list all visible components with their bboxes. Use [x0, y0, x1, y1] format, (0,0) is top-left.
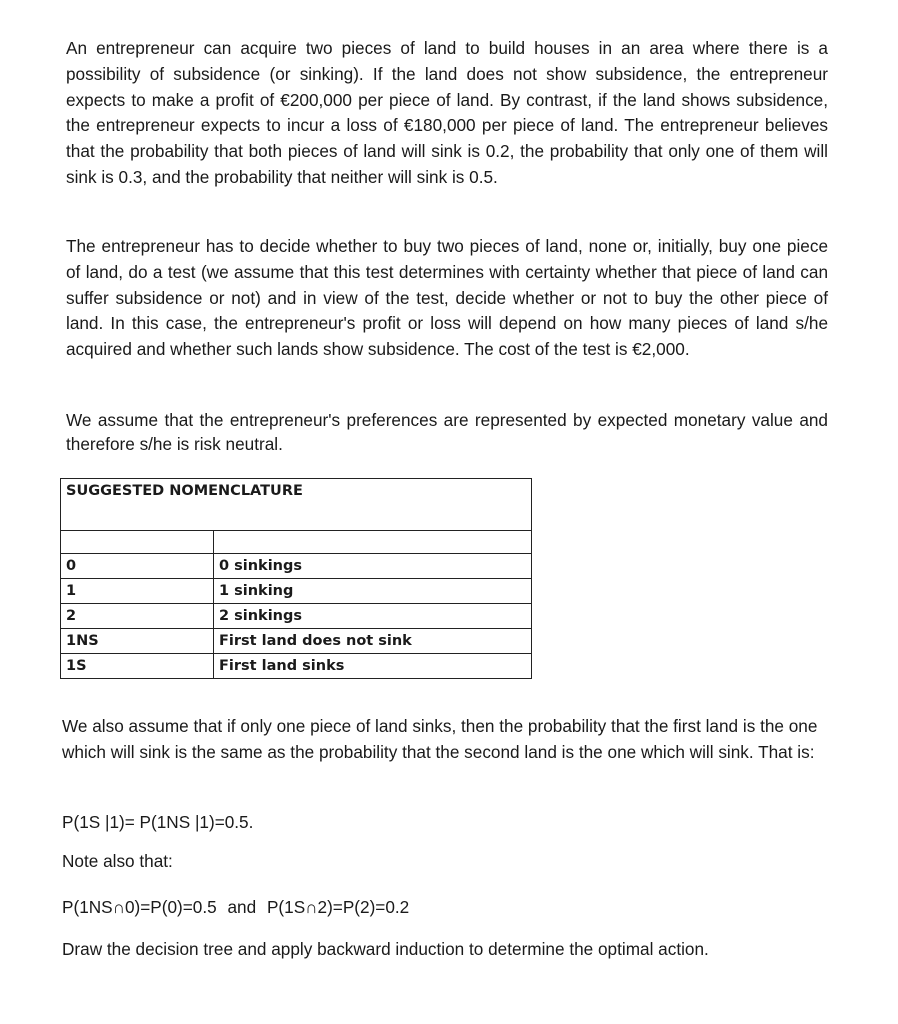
joint-probability-and: and [227, 897, 257, 917]
nomenclature-key: 1 [61, 579, 214, 604]
nomenclature-meaning: First land sinks [214, 654, 532, 679]
nomenclature-key: 1S [61, 654, 214, 679]
nomenclature-table [60, 478, 532, 679]
instruction-text: Draw the decision tree and apply backward induction to determine the optimal action. [62, 939, 709, 959]
nomenclature-meaning: 0 sinkings [214, 554, 532, 579]
nomenclature-meaning: First land does not sink [214, 629, 532, 654]
nomenclature-key: 2 [61, 604, 214, 629]
table-row [61, 604, 532, 629]
problem-intro-paragraph: An entrepreneur can acquire two pieces of land to build houses in an area where there is a possibility of subsidence (or sinking). If the land does not show subsidence, the entrepreneur expects to make a profit of €200,000 per piece of land. By contrast, if the land shows subsidence, the entrepreneur expects to incur a loss of €180,000 per piece of land. The entrepreneur believes that the probability that both pieces of land will sink is 0.2, the probability that only one of them will sink is 0.3, and the probability that neither will sink is 0.5. [66, 38, 828, 187]
decision-options-paragraph: The entrepreneur has to decide whether to buy two pieces of land, none or, initially, buy one piece of land, do a test (we assume that this test determines with certainty whether that piece of land can suffer subsidence or not) and in view of the test, decide whether or not to buy the other piece of land. In this case, the entrepreneur's profit or loss will depend on how many pieces of land s/he acquired and whether such lands show subsidence. The cost of the test is €2,000. [66, 236, 828, 360]
table-row [61, 579, 532, 604]
nomenclature-key: 0 [61, 554, 214, 579]
nomenclature-title: SUGGESTED NOMENCLATURE [61, 479, 532, 531]
joint-probability-right: P(1S∩2)=P(2)=0.2 [266, 897, 410, 917]
note-label: Note also that: [62, 851, 173, 871]
nomenclature-meaning: 2 sinkings [214, 604, 532, 629]
blank-cell [61, 531, 214, 554]
equal-probability-paragraph: We also assume that if only one piece of land sinks, then the probability that the first land is the one which will sink is the same as the probability that the second land is the one which will sink. That is: [62, 716, 818, 762]
blank-cell [214, 531, 532, 554]
nomenclature-key: 1NS [61, 629, 214, 654]
table-row [61, 554, 532, 579]
table-row [61, 654, 532, 679]
joint-probability-equations [62, 897, 409, 918]
nomenclature-meaning: 1 sinking [214, 579, 532, 604]
joint-probability-left: P(1NS∩0)=P(0)=0.5 [62, 897, 217, 917]
table-row [61, 629, 532, 654]
risk-neutral-paragraph: We assume that the entrepreneur's preferences are represented by expected monetary value and therefore s/he is risk neutral. [66, 410, 828, 454]
conditional-probability-equation: P(1S |1)= P(1NS |1)=0.5. [62, 812, 254, 832]
